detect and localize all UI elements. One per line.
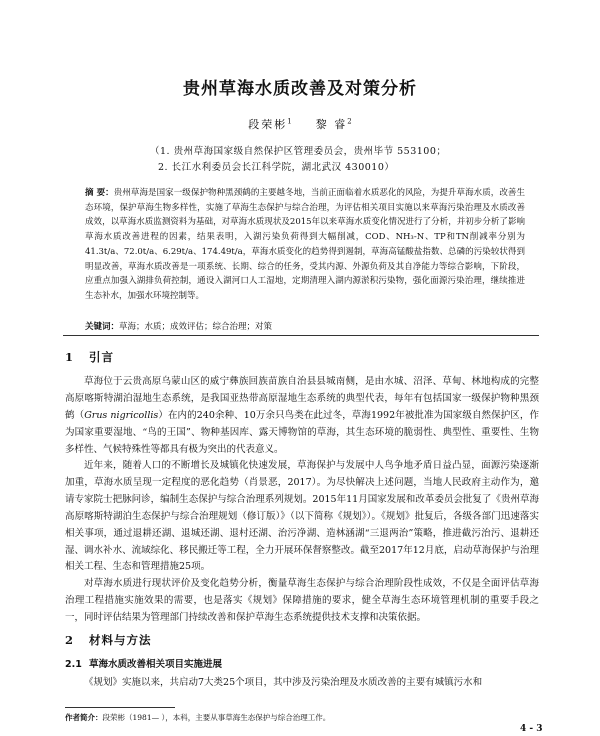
footnote-label: 作者简介： (65, 713, 103, 722)
paper-title: 贵州草海水质改善及对策分析 (183, 79, 417, 99)
paragraph-text: 草海位于云贵高原乌蒙山区的威宁彝族回族苗族自治县县城南侧，是由水城、沼泽、草甸、林地构成的完整高原喀斯特湖泊湿地生态系统，是我国亚热带高原湿地生态系统的典型代表，每年有包括国家一级保护物种黑颈鹤（ (65, 376, 539, 421)
page-number: 4 - 3 (520, 724, 543, 734)
body-paragraph: 近年来，随着人口的不断增长及城镇化快速发展，草海保护与发展中人鸟争地矛盾日益凸显，面源污染逐渐加重，草海水质呈现一定程度的恶化趋势（肖景恶，2017）。为尽快解决上述问题，当地人民政府主动作为，邀请专家院士把脉问诊，编制生态保护与综合治理系列规划。2015年11月国家发展和改革委员会批复了《贵州草海高原喀斯特湖泊生态保护与综合治理规划（修订版）》（以下简称《规划》）。《规划》批复后，各级各部门迅速落实相关事项，通过退耕还湖、退城还湖、退村还湖、治污净湖、造林涵湖“三退两治”策略，推进截污治污、退耕还湿、调水补水、流域综化、移民搬迁等工程，全力开展环保督察整改。截至2017年12月底，启动草海保护与治理相关工程、生态和管理措施25项。 (65, 460, 539, 573)
subsection-number: 2.1 (65, 659, 82, 670)
body-paragraph: 《规划》实施以来，共启动7大类25个项目，其中涉及污染治理及水质改善的主要有城镇污水和 (84, 677, 483, 688)
section-heading-methods (65, 632, 152, 648)
footnote (65, 712, 330, 723)
section-title: 材料与方法 (89, 633, 152, 647)
section-number: 1 (65, 350, 75, 364)
section-heading-intro (65, 349, 114, 365)
species-name: Grus nigricollis (84, 409, 159, 421)
section-divider (63, 335, 539, 336)
footnote-divider (65, 707, 175, 708)
section-title: 引言 (89, 350, 114, 364)
author-line (0, 116, 600, 132)
abstract (85, 186, 525, 304)
author-name: 黎 睿 (315, 118, 348, 131)
abstract-label: 摘 要： (85, 188, 114, 198)
keywords-label: 关键词： (85, 322, 120, 332)
keywords (85, 320, 525, 332)
affiliation-2: 2. 长江水利委员会长江科学院，湖北武汉 430010） (158, 162, 395, 173)
footnote-text: 段荣彬（1981— ），本科，主要从事草海生态保护与综合治理工作。 (102, 713, 331, 722)
author-name: 段荣彬 (248, 118, 288, 131)
body-paragraph (65, 374, 539, 459)
subsection-title: 草海水质改善相关项目实施进展 (89, 659, 223, 670)
abstract-text: 贵州草海是国家一级保护物种黑颈鹤的主要越冬地，当前正面临着水质恶化的风险，为提升草海水质，改善生态环境，保护草海生物多样性，实施了草海生态保护与综合治理，为评估相关项目实施以来草海污染治理及水质改善成效，以草海水质监测资料为基础，对草海水质现状及2015年以来草海水质变化情况进行了分析，并初步分析了影响草海水质改善进程的因素，结果表明，入湖污染负荷得到大幅削减，COD、NH₃-N、TP和TN削减率分别为41.3t/a、72.0t/a、6.29t/a、174.49t/a，草海水质变化的趋势得到遏制，草海高锰酸盐指数、总磷的污染较状得到明显改善，草海水质改善是一项系统、长期、综合的任务，受其内源、外源负荷及其自净能力等综合影响，下阶段，应重点加强入湖排负荷控制，通设入湖河口人工湿地，定期清理入湖内源淤积污染物，强化面源污染治理，继续推进生态补水，加强水环境控制等。 (85, 188, 525, 301)
paragraph-text: ）在内的240余种、10万余只鸟类在此过冬，草海1992年被批准为国家级自然保护区，作为国家重要湿地、“鸟的王国”、物种基因库、露天博物馆的草海，其生态环境的脆弱性、典型性、重要性、生物多样性、气候特殊性等都具有极为突出的代表意义。 (65, 409, 539, 455)
keywords-text: 草海；水质；成效评估；综合治理；对策 (119, 322, 273, 332)
body-paragraph: 对草海水质进行现状评价及变化趋势分析，衡量草海生态保护与综合治理阶段性成效，不仅是全面评估草海治理工程措施实施效果的需要，也是落实《规划》保障措施的要求，健全草海生态环境管理机制的重要手段之一，同时评估结果为管理部门持续改善和保护草海生态系统提供技术支撑和决策依据。 (65, 578, 539, 623)
author-superscript: 2 (347, 117, 352, 126)
affiliation-1: （1. 贵州草海国家级自然保护区管理委员会，贵州毕节 553100； (150, 146, 447, 157)
section-number: 2 (65, 633, 75, 647)
subsection-heading (65, 656, 222, 670)
author-superscript: 1 (287, 117, 292, 126)
